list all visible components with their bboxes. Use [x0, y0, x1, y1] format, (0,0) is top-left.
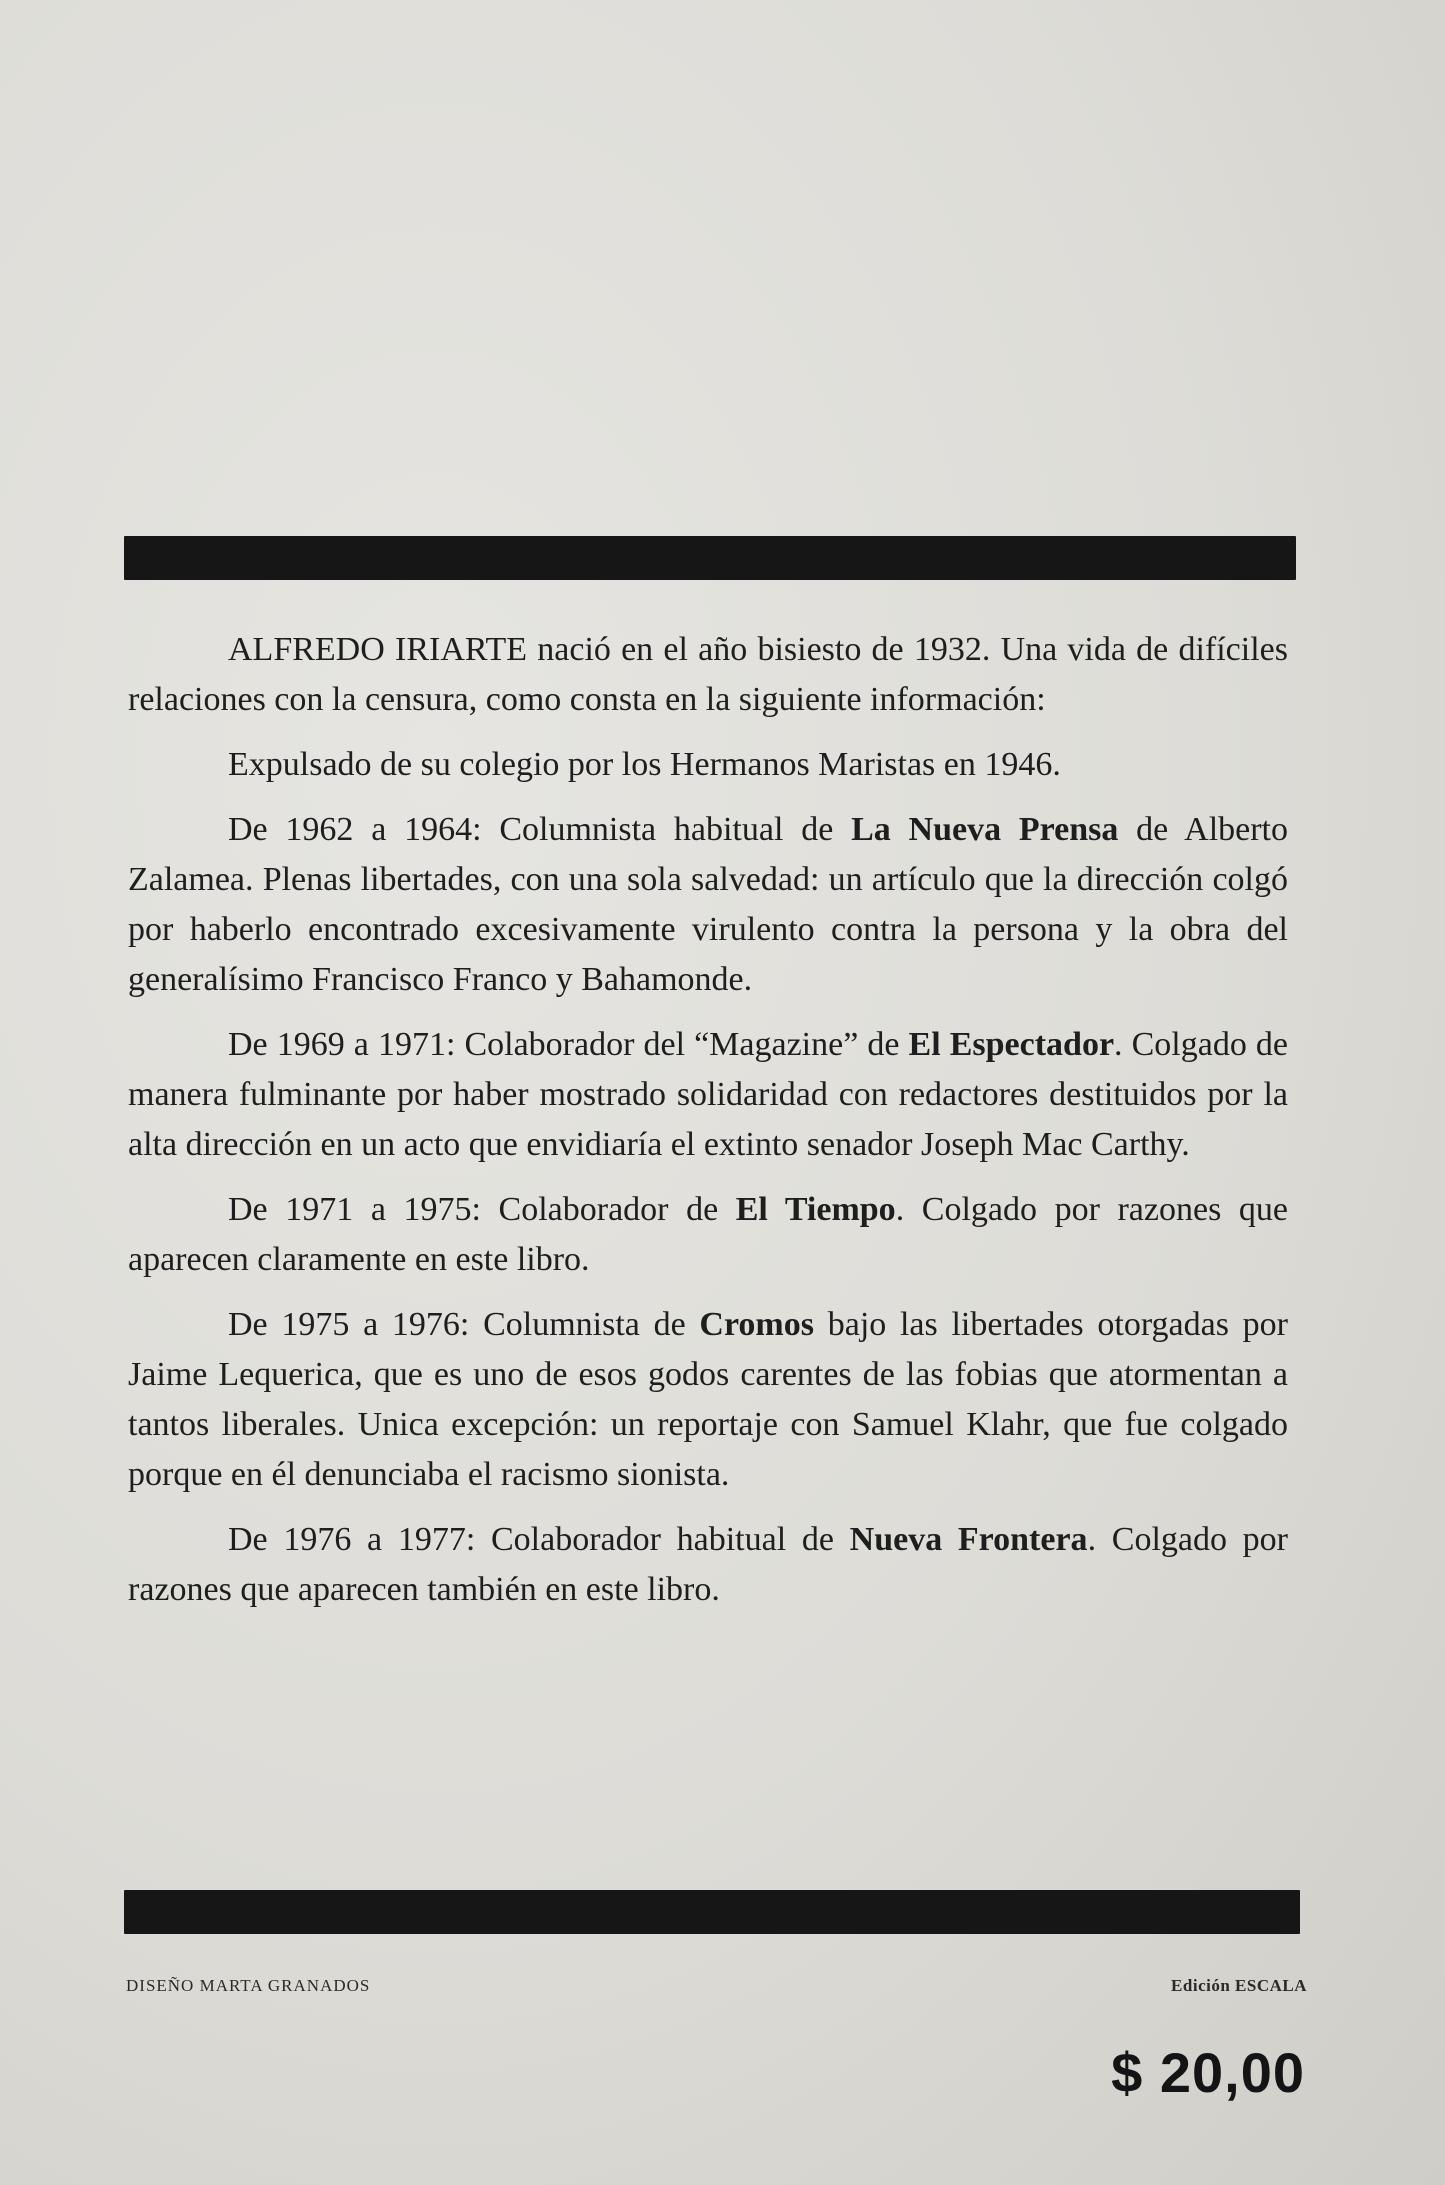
bio-paragraph-birth [128, 625, 1288, 725]
bio-text: De 1962 a 1964: Columnista habitual de [228, 811, 852, 848]
edition-credit: Edición ESCALA [1171, 1976, 1307, 1995]
price-label: $ 20,00 [1111, 2041, 1305, 2104]
top-black-rule [124, 536, 1296, 580]
publication-name: La Nueva Prensa [851, 811, 1119, 848]
bio-text: De 1971 a 1975: Colaborador de [228, 1191, 736, 1228]
bio-paragraph-nueva-prensa [128, 805, 1288, 1005]
bio-paragraph-cromos [128, 1300, 1288, 1500]
bio-paragraph-nueva-frontera [128, 1515, 1288, 1615]
publication-name: El Tiempo [735, 1191, 896, 1228]
bio-text: . Colgado de manera fulminante por haber mostrado solidaridad con redactores destituidos por la alta dirección en un acto que envidiaría el extinto senador Joseph Mac Carthy. [128, 1026, 1288, 1163]
bio-text: . Colgado por razones que aparecen claramente en este libro. [128, 1191, 1288, 1278]
bio-text: De 1975 a 1976: Columnista de [228, 1306, 700, 1343]
bio-text: De 1969 a 1971: Colaborador del “Magazine” de [228, 1026, 909, 1063]
bio-paragraph-expulsion [128, 740, 1288, 790]
design-credit: DISEÑO MARTA GRANADOS [126, 1976, 371, 1995]
publication-name: El Espectador [908, 1026, 1115, 1063]
bio-text: Expulsado de su colegio por los Hermanos Maristas en 1946. [228, 746, 1061, 783]
author-bio [128, 625, 1288, 1630]
bio-paragraph-tiempo [128, 1185, 1288, 1285]
bio-text: de Alberto Zalamea. Plenas libertades, con una sola salvedad: un artículo que la dirección colgó por haberlo encontrado excesivamente virulento contra la persona y la obra del generalísimo Francisco Franco y Bahamonde. [128, 811, 1289, 998]
bio-text: ALFREDO IRIARTE nació en el año bisiesto de 1932. Una vida de difíciles relaciones con la censura, como consta en la siguiente información: [128, 631, 1288, 718]
bio-text: . Colgado por razones que aparecen también en este libro. [128, 1521, 1288, 1608]
bio-text: bajo las libertades otorgadas por Jaime Lequerica, que es uno de esos godos carentes de las fobias que atormentan a tantos liberales. Unica excepción: un reportaje con Samuel Klahr, que fue colgado porque en él denunciaba el racismo sionista. [128, 1306, 1288, 1493]
bio-text: De 1976 a 1977: Colaborador habitual de [228, 1521, 850, 1558]
bottom-black-rule [124, 1890, 1300, 1934]
bio-paragraph-espectador [128, 1020, 1288, 1170]
publication-name: Nueva Frontera [849, 1521, 1088, 1558]
publication-name: Cromos [699, 1306, 814, 1343]
